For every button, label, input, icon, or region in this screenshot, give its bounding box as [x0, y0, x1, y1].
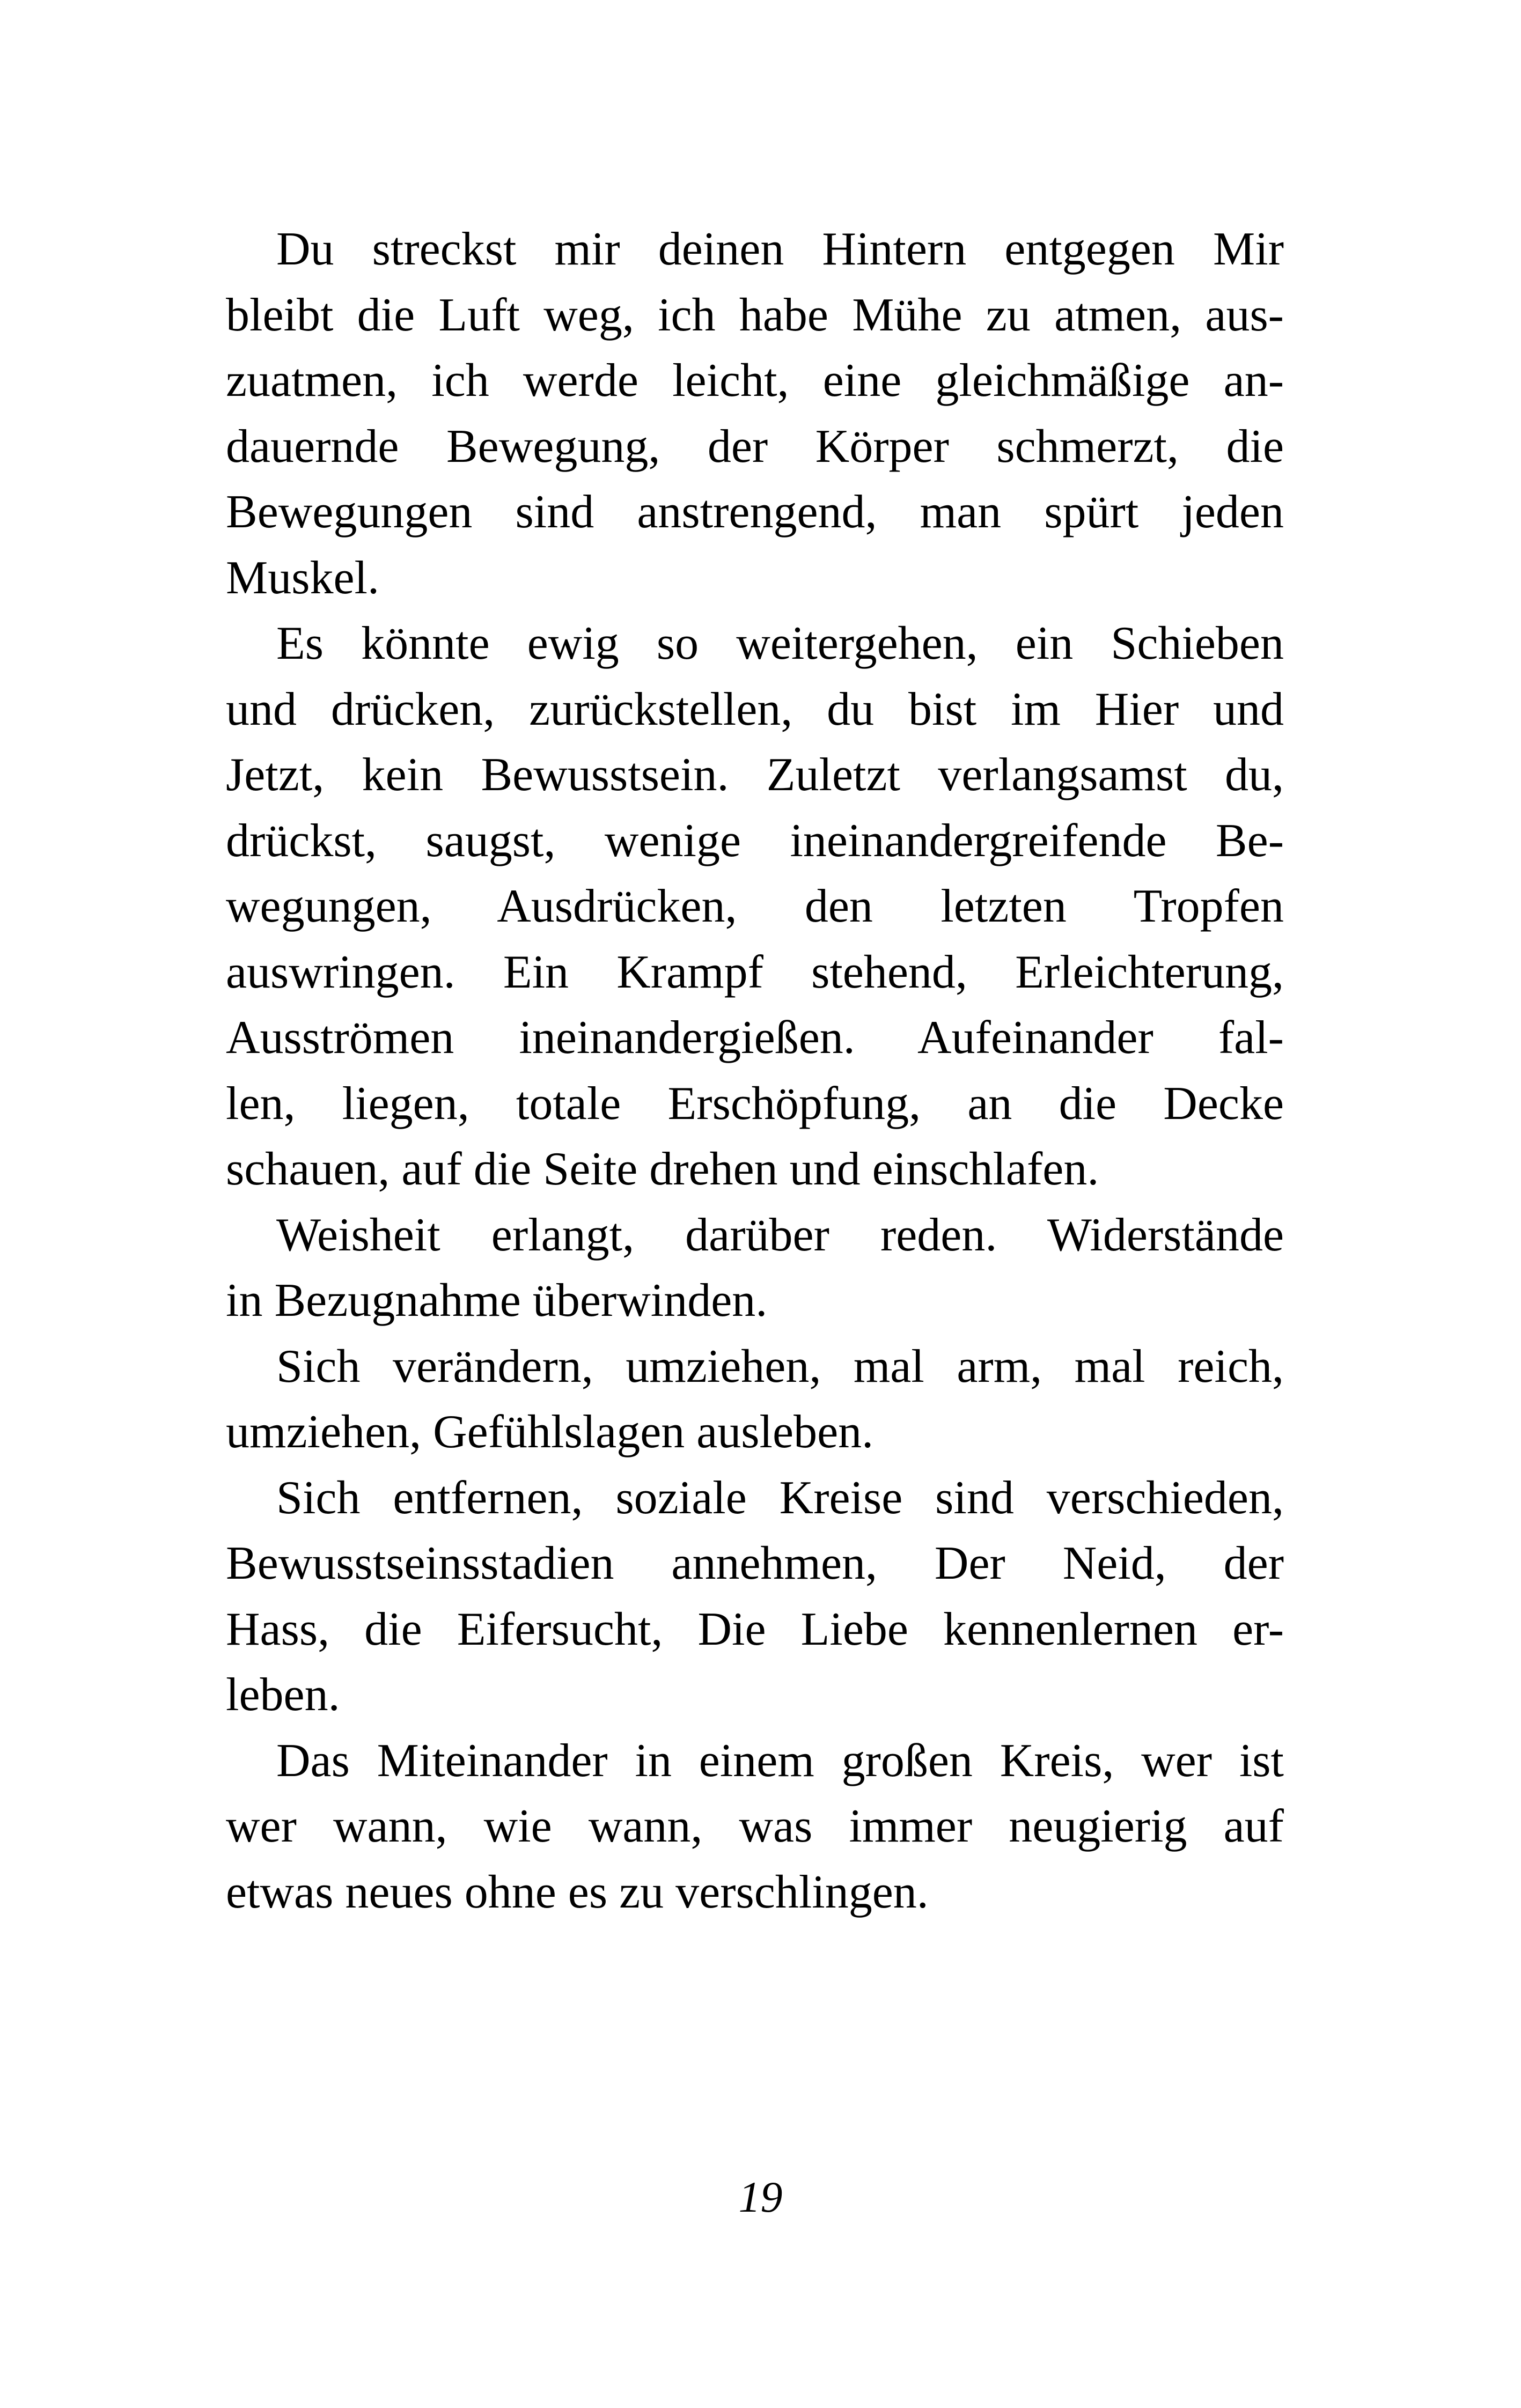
text-line: Hass, die Eifersucht, Die Liebe kennenlernen er- — [226, 1603, 1284, 1655]
text-line: und drücken, zurückstellen, du bist im Hier und — [226, 683, 1284, 735]
text-line: dauernde Bewegung, der Körper schmerzt, die — [226, 420, 1284, 473]
body-text — [226, 217, 1284, 1925]
text-line: wegungen, Ausdrücken, den letzten Tropfen — [226, 880, 1284, 932]
text-line: Ausströmen ineinandergießen. Aufeinander fal- — [226, 1012, 1284, 1064]
text-line: Weisheit erlangt, darüber reden. Widerstände — [276, 1209, 1284, 1261]
text-line: Bewegungen sind anstrengend, man spürt jeden — [226, 486, 1284, 538]
text-line: in Bezugnahme überwinden. — [226, 1275, 768, 1327]
text-line: Bewusstseinsstadien annehmen, Der Neid, der — [226, 1537, 1284, 1589]
text-line: Sich verändern, umziehen, mal arm, mal reich, — [276, 1340, 1284, 1393]
paragraph — [226, 611, 1284, 1203]
text-line: wer wann, wie wann, was immer neugierig auf — [226, 1800, 1284, 1852]
paragraph — [226, 1334, 1284, 1466]
page-number: 19 — [738, 2173, 783, 2221]
text-line: auswringen. Ein Krampf stehend, Erleichterung, — [226, 946, 1284, 998]
text-line: Du streckst mir deinen Hintern entgegen Mir — [276, 223, 1284, 275]
paragraph — [226, 1728, 1284, 1926]
text-line: Sich entfernen, soziale Kreise sind verschieden, — [276, 1471, 1284, 1524]
text-line: drückst, saugst, wenige ineinandergreifende Be- — [226, 814, 1284, 867]
text-line: zuatmen, ich werde leicht, eine gleichmäßige an- — [226, 355, 1284, 407]
text-line: Das Miteinander in einem großen Kreis, wer ist — [276, 1734, 1284, 1787]
paragraph — [226, 217, 1284, 611]
text-line: Muskel. — [226, 551, 379, 604]
text-line: leben. — [226, 1669, 340, 1721]
text-line: len, liegen, totale Erschöpfung, an die Decke — [226, 1077, 1284, 1130]
text-line: bleibt die Luft weg, ich habe Mühe zu atmen, aus- — [226, 289, 1284, 341]
paragraph — [226, 1203, 1284, 1334]
text-line: etwas neues ohne es zu verschlingen. — [226, 1866, 929, 1918]
text-line: schauen, auf die Seite drehen und einschlafen. — [226, 1143, 1099, 1195]
text-line: Es könnte ewig so weitergehen, ein Schieben — [276, 617, 1284, 669]
paragraph — [226, 1466, 1284, 1728]
text-line: umziehen, Gefühlslagen ausleben. — [226, 1406, 874, 1458]
text-line: Jetzt, kein Bewusstsein. Zuletzt verlangsamst du, — [226, 749, 1284, 801]
